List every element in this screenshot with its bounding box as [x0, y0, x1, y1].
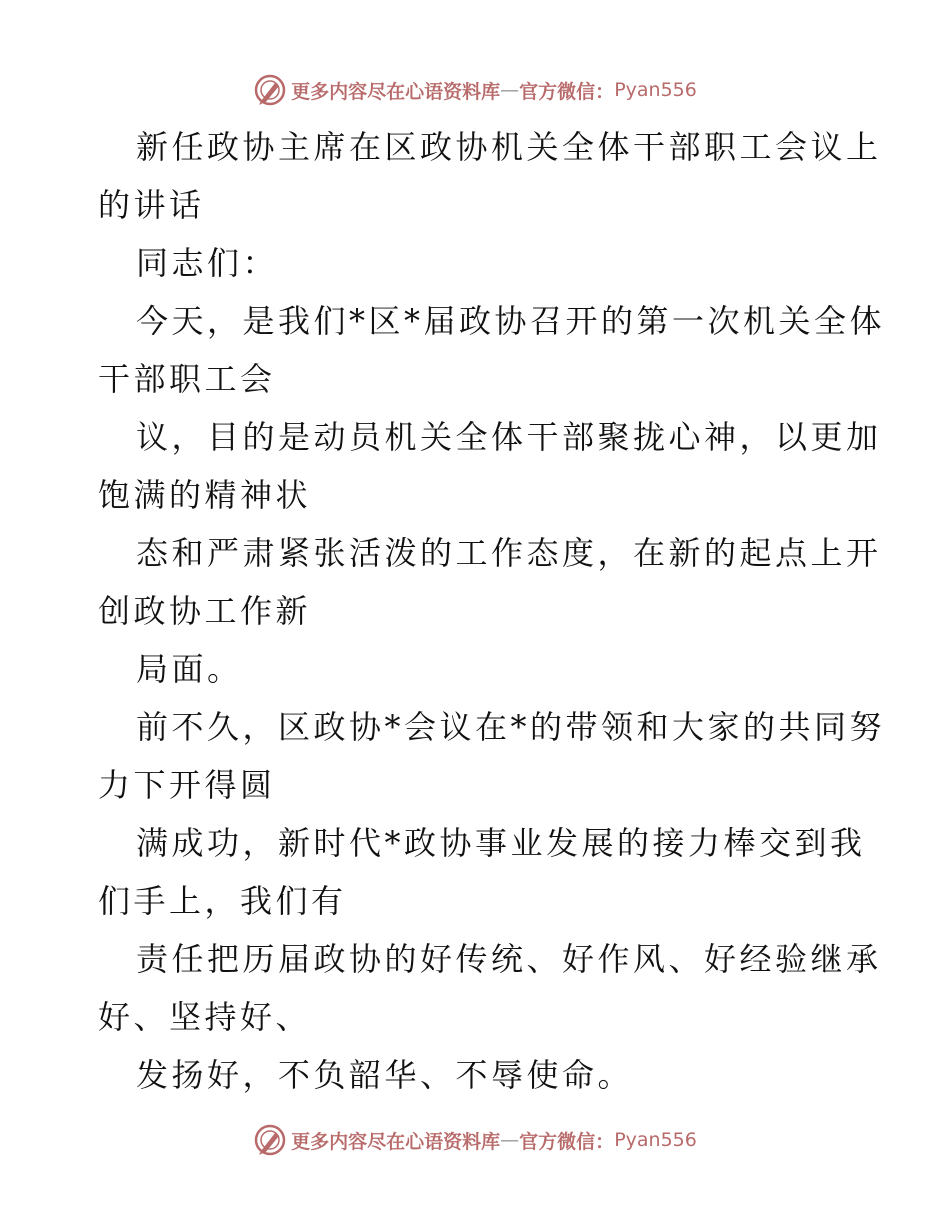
text-line: 力下开得圆: [98, 766, 276, 804]
text-line: 新任政协主席在区政协机关全体干部职工会议上: [136, 128, 882, 166]
text-line: 局面。: [136, 650, 243, 688]
text-line: 前不久，区政协*会议在*的带领和大家的共同努: [136, 708, 886, 746]
watermark-text: 更多内容尽在心语资料库: [291, 80, 501, 103]
text-line: 议，目的是动员机关全体干部聚拢心神，以更加: [136, 418, 882, 456]
text-line: 发扬好，不负韶华、不辱使命。: [136, 1056, 634, 1094]
text-line: 态和严肃紧张活泼的工作态度，在新的起点上开: [136, 534, 882, 572]
text-line: 的讲话: [98, 186, 205, 224]
watermark-handle: Pyan556: [614, 79, 697, 101]
text-line: 好、坚持好、: [98, 998, 312, 1036]
watermark-handle: Pyan556: [614, 1129, 697, 1151]
text-line: 们手上，我们有: [98, 882, 347, 920]
pen-logo-icon: [253, 1123, 287, 1157]
watermark-dash: —: [500, 79, 520, 101]
watermark-suffix: 官方微信：: [519, 80, 615, 103]
header-watermark: [0, 70, 950, 110]
pen-logo-icon: [253, 73, 287, 107]
watermark-dash: —: [500, 1129, 520, 1151]
footer-watermark: [0, 1120, 950, 1160]
watermark-suffix: 官方微信：: [519, 1130, 615, 1153]
text-line: 今天，是我们*区*届政协召开的第一次机关全体: [136, 302, 886, 340]
text-line: 责任把历届政协的好传统、好作风、好经验继承: [136, 940, 882, 978]
text-line: 创政协工作新: [98, 592, 312, 630]
text-line: 干部职工会: [98, 360, 276, 398]
text-line: 饱满的精神状: [98, 476, 312, 514]
text-line: 满成功，新时代*政协事业发展的接力棒交到我: [136, 824, 866, 862]
text-line: 同志们：: [136, 244, 279, 282]
watermark-text: 更多内容尽在心语资料库: [291, 1130, 501, 1153]
document-body: [98, 118, 886, 1104]
